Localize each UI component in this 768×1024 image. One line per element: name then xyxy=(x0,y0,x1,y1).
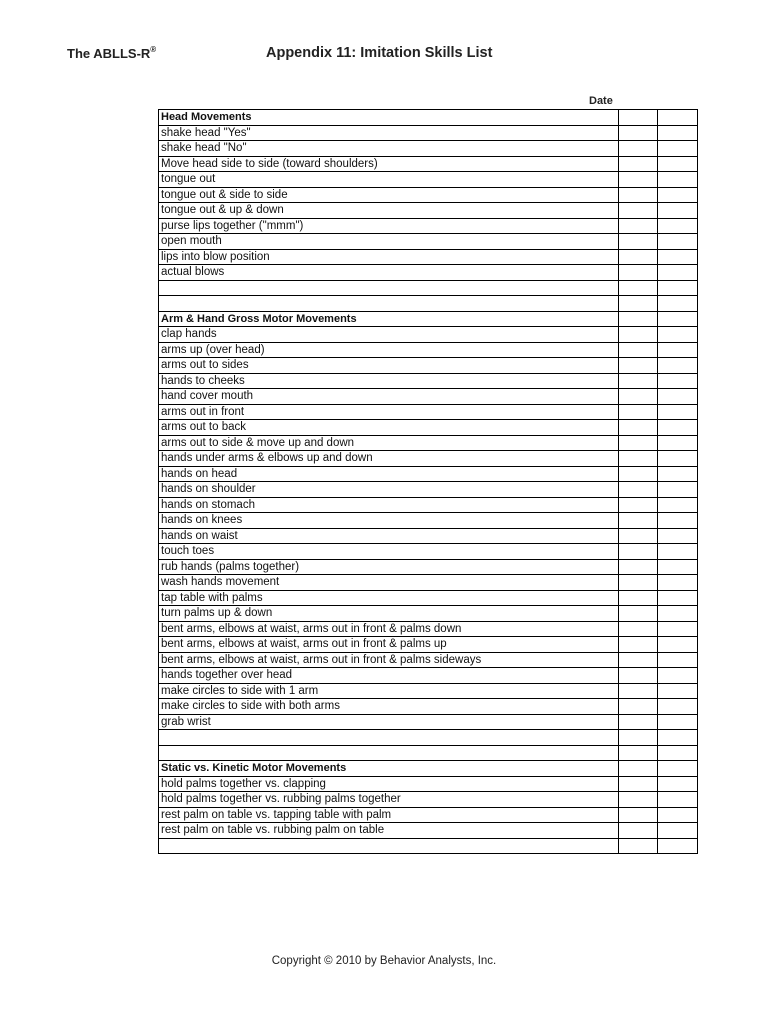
date-cell[interactable] xyxy=(658,110,698,126)
date-cell[interactable] xyxy=(658,203,698,219)
date-cell[interactable] xyxy=(619,559,658,575)
skill-row xyxy=(159,141,698,157)
date-cell[interactable] xyxy=(619,249,658,265)
date-cell[interactable] xyxy=(619,141,658,157)
skill-row xyxy=(159,683,698,699)
skill-label: arms out in front xyxy=(159,404,619,420)
date-cell[interactable] xyxy=(619,311,658,327)
skill-row xyxy=(159,435,698,451)
blank-row xyxy=(159,730,698,746)
date-cell[interactable] xyxy=(619,776,658,792)
date-cell[interactable] xyxy=(619,482,658,498)
date-cell[interactable] xyxy=(658,420,698,436)
skill-row xyxy=(159,404,698,420)
date-cell[interactable] xyxy=(619,683,658,699)
date-cell[interactable] xyxy=(619,187,658,203)
skill-label: bent arms, elbows at waist, arms out in front & palms up xyxy=(159,637,619,653)
section-title: Arm & Hand Gross Motor Movements xyxy=(159,311,619,327)
date-cell[interactable] xyxy=(619,451,658,467)
date-cell[interactable] xyxy=(619,203,658,219)
date-cell[interactable] xyxy=(619,125,658,141)
date-cell[interactable] xyxy=(619,714,658,730)
date-cell[interactable] xyxy=(619,358,658,374)
date-cell[interactable] xyxy=(658,776,698,792)
date-cell[interactable] xyxy=(658,559,698,575)
date-cell[interactable] xyxy=(619,652,658,668)
date-cell[interactable] xyxy=(658,234,698,250)
date-cell[interactable] xyxy=(619,761,658,777)
skill-row xyxy=(159,234,698,250)
skill-label xyxy=(159,296,619,312)
skill-label: hands under arms & elbows up and down xyxy=(159,451,619,467)
date-cell[interactable] xyxy=(658,823,698,839)
date-cell[interactable] xyxy=(658,327,698,343)
date-cell[interactable] xyxy=(619,745,658,761)
skill-label: rub hands (palms together) xyxy=(159,559,619,575)
date-cell[interactable] xyxy=(658,265,698,281)
skill-label: make circles to side with 1 arm xyxy=(159,683,619,699)
skill-row xyxy=(159,606,698,622)
date-cell[interactable] xyxy=(619,389,658,405)
date-cell[interactable] xyxy=(619,420,658,436)
skill-row xyxy=(159,125,698,141)
skill-label: hands on stomach xyxy=(159,497,619,513)
skill-label: shake head "No" xyxy=(159,141,619,157)
date-cell[interactable] xyxy=(658,280,698,296)
date-cell[interactable] xyxy=(658,249,698,265)
date-cell[interactable] xyxy=(619,575,658,591)
date-cell[interactable] xyxy=(658,342,698,358)
date-cell[interactable] xyxy=(658,435,698,451)
skill-row xyxy=(159,823,698,839)
date-cell[interactable] xyxy=(658,218,698,234)
skill-label: arms out to side & move up and down xyxy=(159,435,619,451)
skill-label xyxy=(159,838,619,854)
date-cell[interactable] xyxy=(619,699,658,715)
date-cell[interactable] xyxy=(658,358,698,374)
section-title: Head Movements xyxy=(159,110,619,126)
blank-row xyxy=(159,745,698,761)
skill-row xyxy=(159,714,698,730)
date-cell[interactable] xyxy=(619,528,658,544)
skill-row xyxy=(159,807,698,823)
date-cell[interactable] xyxy=(619,373,658,389)
skill-label: tap table with palms xyxy=(159,590,619,606)
document-label-text: The ABLLS-R xyxy=(67,46,151,61)
skills-table-body xyxy=(159,110,698,854)
date-cell[interactable] xyxy=(619,435,658,451)
skill-row xyxy=(159,451,698,467)
blank-row xyxy=(159,280,698,296)
date-cell[interactable] xyxy=(619,792,658,808)
date-cell[interactable] xyxy=(658,528,698,544)
date-cell[interactable] xyxy=(658,683,698,699)
date-cell[interactable] xyxy=(658,544,698,560)
copyright-footer: Copyright © 2010 by Behavior Analysts, Inc. xyxy=(271,955,497,967)
skill-row xyxy=(159,156,698,172)
section-header-row xyxy=(159,110,698,126)
section-header-row xyxy=(159,761,698,777)
skill-row xyxy=(159,389,698,405)
date-cell[interactable] xyxy=(619,156,658,172)
skill-label xyxy=(159,745,619,761)
date-cell[interactable] xyxy=(619,497,658,513)
skill-label: wash hands movement xyxy=(159,575,619,591)
date-cell[interactable] xyxy=(658,668,698,684)
skill-row xyxy=(159,668,698,684)
skill-row xyxy=(159,559,698,575)
date-cell[interactable] xyxy=(658,730,698,746)
skill-label: touch toes xyxy=(159,544,619,560)
date-cell[interactable] xyxy=(658,125,698,141)
page-title: Appendix 11: Imitation Skills List xyxy=(266,45,493,61)
date-cell[interactable] xyxy=(658,575,698,591)
skill-label: turn palms up & down xyxy=(159,606,619,622)
date-cell[interactable] xyxy=(658,513,698,529)
skill-row xyxy=(159,265,698,281)
date-cell[interactable] xyxy=(658,404,698,420)
date-cell[interactable] xyxy=(658,745,698,761)
skill-label: arms up (over head) xyxy=(159,342,619,358)
skill-row xyxy=(159,590,698,606)
date-cell[interactable] xyxy=(658,466,698,482)
skill-label: tongue out & up & down xyxy=(159,203,619,219)
date-cell[interactable] xyxy=(619,606,658,622)
skill-row xyxy=(159,327,698,343)
date-cell[interactable] xyxy=(619,823,658,839)
date-cell[interactable] xyxy=(619,234,658,250)
skill-label xyxy=(159,730,619,746)
date-cell[interactable] xyxy=(658,373,698,389)
skill-label: purse lips together ("mmm") xyxy=(159,218,619,234)
skill-label: hands on head xyxy=(159,466,619,482)
skill-row xyxy=(159,621,698,637)
date-cell[interactable] xyxy=(658,606,698,622)
skill-row xyxy=(159,249,698,265)
date-cell[interactable] xyxy=(658,621,698,637)
skill-row xyxy=(159,373,698,389)
skill-row xyxy=(159,187,698,203)
date-cell[interactable] xyxy=(658,807,698,823)
date-cell[interactable] xyxy=(619,110,658,126)
skill-row xyxy=(159,482,698,498)
date-cell[interactable] xyxy=(658,187,698,203)
date-cell[interactable] xyxy=(658,761,698,777)
skill-row xyxy=(159,528,698,544)
date-cell[interactable] xyxy=(619,327,658,343)
skill-label: hold palms together vs. rubbing palms together xyxy=(159,792,619,808)
skill-label: actual blows xyxy=(159,265,619,281)
skill-row xyxy=(159,218,698,234)
skill-label: hands on waist xyxy=(159,528,619,544)
date-cell[interactable] xyxy=(658,838,698,854)
skill-label: bent arms, elbows at waist, arms out in front & palms sideways xyxy=(159,652,619,668)
skill-label: hands on knees xyxy=(159,513,619,529)
date-cell[interactable] xyxy=(658,482,698,498)
date-cell[interactable] xyxy=(658,451,698,467)
skill-label: tongue out & side to side xyxy=(159,187,619,203)
skill-label: hold palms together vs. clapping xyxy=(159,776,619,792)
date-cell[interactable] xyxy=(658,699,698,715)
date-cell[interactable] xyxy=(619,838,658,854)
date-cell[interactable] xyxy=(619,342,658,358)
skill-label: rest palm on table vs. rubbing palm on table xyxy=(159,823,619,839)
date-cell[interactable] xyxy=(658,156,698,172)
skill-label: hands on shoulder xyxy=(159,482,619,498)
skill-label: clap hands xyxy=(159,327,619,343)
date-cell[interactable] xyxy=(658,296,698,312)
skill-row xyxy=(159,513,698,529)
skill-label: hands to cheeks xyxy=(159,373,619,389)
date-cell[interactable] xyxy=(658,637,698,653)
skill-label: make circles to side with both arms xyxy=(159,699,619,715)
date-cell[interactable] xyxy=(658,792,698,808)
date-cell[interactable] xyxy=(658,172,698,188)
skill-row xyxy=(159,792,698,808)
blank-row xyxy=(159,838,698,854)
skill-label: shake head "Yes" xyxy=(159,125,619,141)
date-cell[interactable] xyxy=(658,652,698,668)
skill-label: arms out to back xyxy=(159,420,619,436)
date-cell[interactable] xyxy=(619,590,658,606)
skill-row xyxy=(159,652,698,668)
registered-mark: ® xyxy=(150,45,157,54)
date-cell[interactable] xyxy=(619,544,658,560)
date-cell[interactable] xyxy=(619,621,658,637)
skill-row xyxy=(159,699,698,715)
skill-label: lips into blow position xyxy=(159,249,619,265)
skill-label xyxy=(159,280,619,296)
date-cell[interactable] xyxy=(619,404,658,420)
date-cell[interactable] xyxy=(658,714,698,730)
document-label xyxy=(67,46,156,61)
skill-row xyxy=(159,358,698,374)
date-cell[interactable] xyxy=(619,218,658,234)
section-header-row xyxy=(159,311,698,327)
skill-row xyxy=(159,172,698,188)
skill-label: hand cover mouth xyxy=(159,389,619,405)
skill-row xyxy=(159,466,698,482)
date-cell[interactable] xyxy=(619,172,658,188)
skill-label: bent arms, elbows at waist, arms out in front & palms down xyxy=(159,621,619,637)
date-cell[interactable] xyxy=(619,513,658,529)
date-cell[interactable] xyxy=(619,466,658,482)
skill-row xyxy=(159,575,698,591)
skill-label: grab wrist xyxy=(159,714,619,730)
skill-row xyxy=(159,420,698,436)
skill-label: rest palm on table vs. tapping table with palm xyxy=(159,807,619,823)
blank-row xyxy=(159,296,698,312)
date-cell[interactable] xyxy=(658,590,698,606)
skill-label: hands together over head xyxy=(159,668,619,684)
skill-label: Move head side to side (toward shoulders) xyxy=(159,156,619,172)
date-cell[interactable] xyxy=(658,141,698,157)
date-cell[interactable] xyxy=(619,296,658,312)
skill-row xyxy=(159,776,698,792)
skill-label: open mouth xyxy=(159,234,619,250)
date-cell[interactable] xyxy=(619,265,658,281)
skill-row xyxy=(159,497,698,513)
date-cell[interactable] xyxy=(658,497,698,513)
skill-label: arms out to sides xyxy=(159,358,619,374)
date-column-header: Date xyxy=(589,95,613,107)
skill-row xyxy=(159,342,698,358)
imitation-skills-table xyxy=(158,109,698,854)
section-title: Static vs. Kinetic Motor Movements xyxy=(159,761,619,777)
skill-row xyxy=(159,637,698,653)
date-cell[interactable] xyxy=(619,280,658,296)
date-cell[interactable] xyxy=(619,668,658,684)
date-cell[interactable] xyxy=(658,389,698,405)
skill-label: tongue out xyxy=(159,172,619,188)
date-cell[interactable] xyxy=(619,730,658,746)
skill-row xyxy=(159,544,698,560)
date-cell[interactable] xyxy=(619,637,658,653)
date-cell[interactable] xyxy=(619,807,658,823)
date-cell[interactable] xyxy=(658,311,698,327)
skill-row xyxy=(159,203,698,219)
